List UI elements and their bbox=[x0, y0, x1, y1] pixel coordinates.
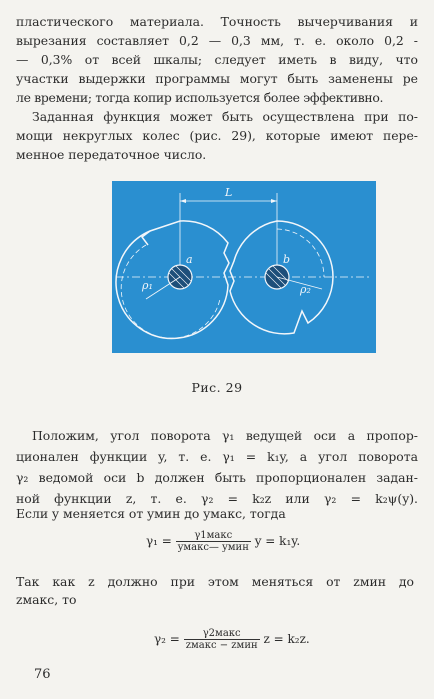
text-line: вырезания составляет 0,2 — 0,3 мм, т. е. около 0,2 - bbox=[16, 33, 418, 48]
text-line: пластического материала. Точность вычерчивания и bbox=[16, 14, 418, 29]
figure-noncircular-gears bbox=[112, 181, 376, 353]
text-line: — 0,3% от всей шкалы; следует иметь в виду, что bbox=[16, 52, 418, 67]
label-a: a bbox=[186, 253, 193, 266]
label-L: L bbox=[225, 186, 233, 199]
text-since-z: Так как z должно при этом меняться от zмин до bbox=[16, 574, 414, 589]
figure-background bbox=[112, 181, 376, 353]
paragraph-2 bbox=[16, 107, 418, 164]
page-number: 76 bbox=[34, 667, 51, 682]
text-line: менное передаточное число. bbox=[16, 147, 207, 162]
formula-lhs: γ₂ = bbox=[154, 632, 180, 646]
formula-gamma1 bbox=[146, 530, 300, 553]
text-line: участки выдержки программы могут быть заменены ре bbox=[16, 71, 418, 86]
fraction-denominator: zмакс − zмин bbox=[185, 640, 258, 651]
label-b: b bbox=[283, 253, 291, 266]
fraction-numerator: γ2макс bbox=[184, 628, 260, 640]
paragraph-3 bbox=[16, 425, 418, 509]
formula-rhs: y = k₁y. bbox=[254, 534, 301, 548]
text-line: Положим, угол поворота γ₁ ведущей оси a пропор- bbox=[32, 428, 418, 443]
fraction-numerator: γ1макс bbox=[176, 530, 251, 542]
text-line: мощи некруглых колес (рис. 29), которые имеют пере- bbox=[16, 128, 418, 143]
formula-gamma2 bbox=[154, 628, 310, 651]
text-line: Заданная функция может быть осуществлена при по- bbox=[32, 109, 418, 124]
formula-fraction bbox=[176, 530, 251, 553]
gears-drawing bbox=[112, 181, 376, 353]
fraction-denominator: yмакс— yмин bbox=[177, 542, 249, 553]
formula-lhs: γ₁ = bbox=[146, 534, 172, 548]
text-zmax: zмакс, то bbox=[16, 592, 77, 607]
formula-fraction bbox=[184, 628, 260, 651]
formula-rhs: z = k₂z. bbox=[263, 632, 310, 646]
figure-caption: Рис. 29 bbox=[191, 380, 243, 395]
text-if-y-changes: Если y меняется от yмин до yмакс, тогда bbox=[16, 506, 286, 521]
label-rho2: ρ₂ bbox=[300, 283, 311, 296]
text-line: ной функции z, т. е. γ₂ = k₂z или γ₂ = k₂ψ(y). bbox=[16, 491, 418, 506]
paragraph-1 bbox=[16, 12, 418, 107]
text-line: γ₂ ведомой оси b должен быть пропорционален задан- bbox=[16, 470, 418, 485]
label-rho1: ρ₁ bbox=[142, 279, 153, 292]
text-line: ционален функции y, т. е. γ₁ = k₁y, а угол поворота bbox=[16, 449, 418, 464]
text-line: ле времени; тогда копир используется более эффективно. bbox=[16, 90, 384, 105]
